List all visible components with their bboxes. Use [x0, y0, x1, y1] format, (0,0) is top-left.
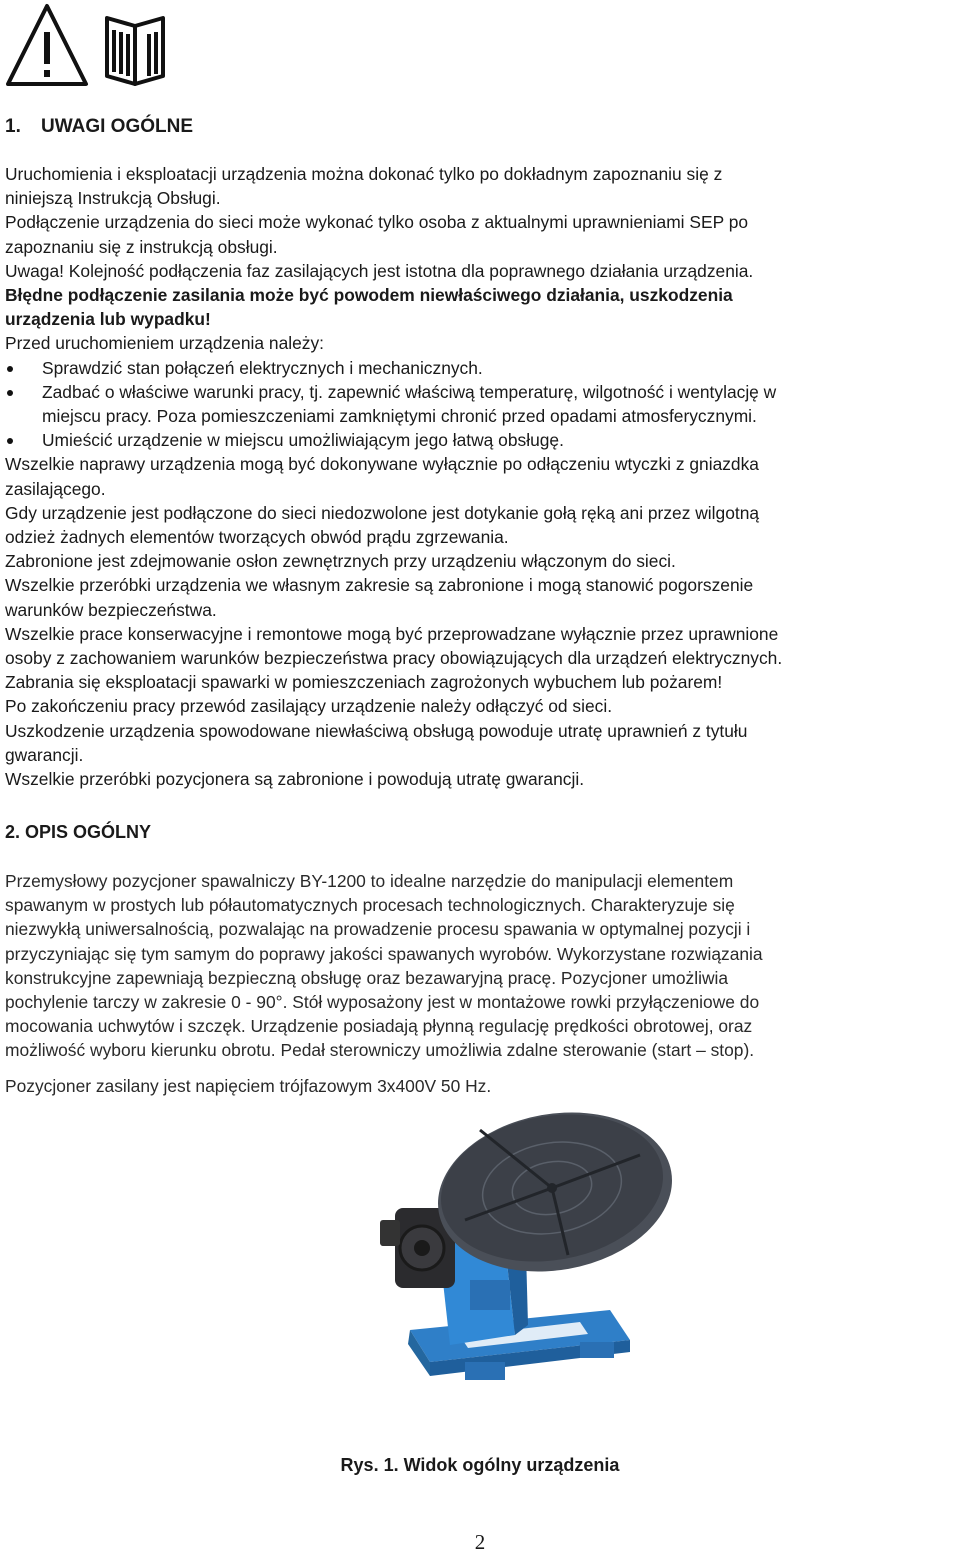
paragraph-line: Podłączenie urządzenia do sieci może wykonać tylko osoba z aktualnymi uprawnieniami SEP po — [5, 212, 749, 233]
paragraph-line: Wszelkie przeróbki pozycjonera są zabronione i powodują utratę gwarancji. — [5, 769, 585, 790]
list-item — [5, 428, 955, 452]
paragraph-line: Zabronione jest zdejmowanie osłon zewnętrznych przy urządzeniu włączonym do sieci. — [5, 551, 676, 572]
manual-book-icon — [107, 18, 163, 84]
list-item — [5, 380, 955, 428]
description-line: Przemysłowy pozycjoner spawalniczy BY-1200 to idealne narzędzie do manipulacji elementem — [5, 871, 734, 891]
paragraph-line: Uwaga! Kolejność podłączenia faz zasilających jest istotna dla poprawnego działania urządzenia. — [5, 260, 754, 281]
description-line: konstrukcyjne zapewniają bezpieczną obsługę oraz bezawaryjną pracę. Pozycjoner umożliwia — [5, 967, 729, 988]
welding-positioner-image — [340, 1100, 680, 1440]
bullet-line: Umieścić urządzenie w miejscu umożliwiającym jego łatwą obsługę. — [42, 430, 564, 451]
before-start-label: Przed uruchomieniem urządzenia należy: — [5, 333, 324, 354]
figure-caption: Rys. 1. Widok ogólny urządzenia — [340, 1455, 620, 1475]
description-line: mocowania uchwytów i szczęk. Urządzenie posiadają płynną regulację prędkości obrotowej, oraz — [5, 1016, 753, 1037]
section-1-body — [5, 162, 955, 791]
paragraph-line: Wszelkie przeróbki urządzenia we własnym zakresie są zabronione i mogą stanowić pogorszenie — [5, 575, 754, 596]
bullet-list — [5, 356, 955, 453]
warning-bold-line: urządzenia lub wypadku! — [5, 309, 211, 330]
page-number: 2 — [474, 1530, 486, 1554]
paragraph-line: Gdy urządzenie jest podłączone do sieci niedozwolone jest dotykanie gołą ręką ani przez wilgotną — [5, 502, 760, 523]
power-supply-note: Pozycjoner zasilany jest napięciem trójfazowym 3x400V 50 Hz. — [5, 1076, 492, 1096]
bullet-line: Sprawdzić stan połączeń elektrycznych i mechanicznych. — [42, 357, 483, 378]
paragraph-line: niniejszą Instrukcją Obsługi. — [5, 188, 221, 209]
paragraph-line: Po zakończeniu pracy przewód zasilający urządzenie należy odłączyć od sieci. — [5, 696, 613, 717]
warning-triangle-icon — [8, 6, 86, 84]
section-1-heading — [5, 116, 193, 138]
section-1-number: 1. — [5, 116, 21, 137]
header-icons — [4, 2, 174, 88]
paragraph-line: zasilającego. — [5, 478, 106, 499]
bullet-dot-icon — [7, 390, 13, 396]
section-2-description — [5, 869, 956, 1063]
paragraph-line: Wszelkie naprawy urządzenia mogą być dokonywane wyłącznie po odłączeniu wtyczki z gniazdka — [5, 454, 759, 475]
bullet-dot-icon — [7, 366, 13, 372]
paragraph-line: Zabrania się eksploatacji spawarki w pomieszczeniach zagrożonych wybuchem lub pożarem! — [5, 672, 723, 693]
list-item — [5, 356, 955, 380]
bullet-line: Zadbać o właściwe warunki pracy, tj. zapewnić właściwą temperaturę, wilgotność i wentylację w — [42, 381, 777, 402]
description-line: możliwość wyboru kierunku obrotu. Pedał sterowniczy umożliwia zdalne sterowanie (start – stop). — [5, 1040, 755, 1061]
warning-bold-line: Błędne podłączenie zasilania może być powodem niewłaściwego działania, uszkodzenia — [5, 285, 733, 306]
paragraph-line: odzież żadnych elementów tworzących obwód prądu zgrzewania. — [5, 527, 509, 548]
description-line: przyczyniając się tym samym do poprawy jakości spawanych wyrobów. Wykorzystane rozwiązania — [5, 943, 763, 964]
paragraph-line: Uruchomienia i eksploatacji urządzenia można dokonać tylko po dokładnym zapoznaniu się z — [5, 164, 723, 184]
section-2-heading: 2. OPIS OGÓLNY — [5, 822, 152, 842]
paragraph-line: gwarancji. — [5, 744, 84, 765]
description-line: pochylenie tarczy w zakresie 0 - 90°. Stół wyposażony jest w montażowe rowki przyłączeniowe do — [5, 992, 760, 1013]
paragraph-line: warunków bezpieczeństwa. — [5, 599, 217, 620]
paragraph-line: Wszelkie prace konserwacyjne i remontowe mogą być przeprowadzane wyłącznie przez uprawnione — [5, 623, 779, 644]
paragraph-line: zapoznaniu się z instrukcją obsługi. — [5, 236, 278, 257]
description-line: spawanym w prostych lub półautomatycznych procesach technologicznych. Charakteryzuje się — [5, 895, 735, 916]
bullet-dot-icon — [7, 438, 13, 444]
section-1-title: UWAGI OGÓLNE — [41, 116, 193, 137]
bullet-line: miejscu pracy. Poza pomieszczeniami zamkniętymi chronić przed opadami atmosferycznymi. — [42, 406, 757, 427]
paragraph-line: osoby z zachowaniem warunków bezpieczeństwa pracy obowiązujących dla urządzeń elektrycznych. — [5, 648, 783, 669]
paragraph-line: Uszkodzenie urządzenia spowodowane niewłaściwą obsługą powoduje utratę uprawnień z tytułu — [5, 720, 748, 741]
description-line: niezwykłą uniwersalnością, pozwalając na prowadzenie procesu spawania w optymalnej pozycji i — [5, 919, 751, 940]
